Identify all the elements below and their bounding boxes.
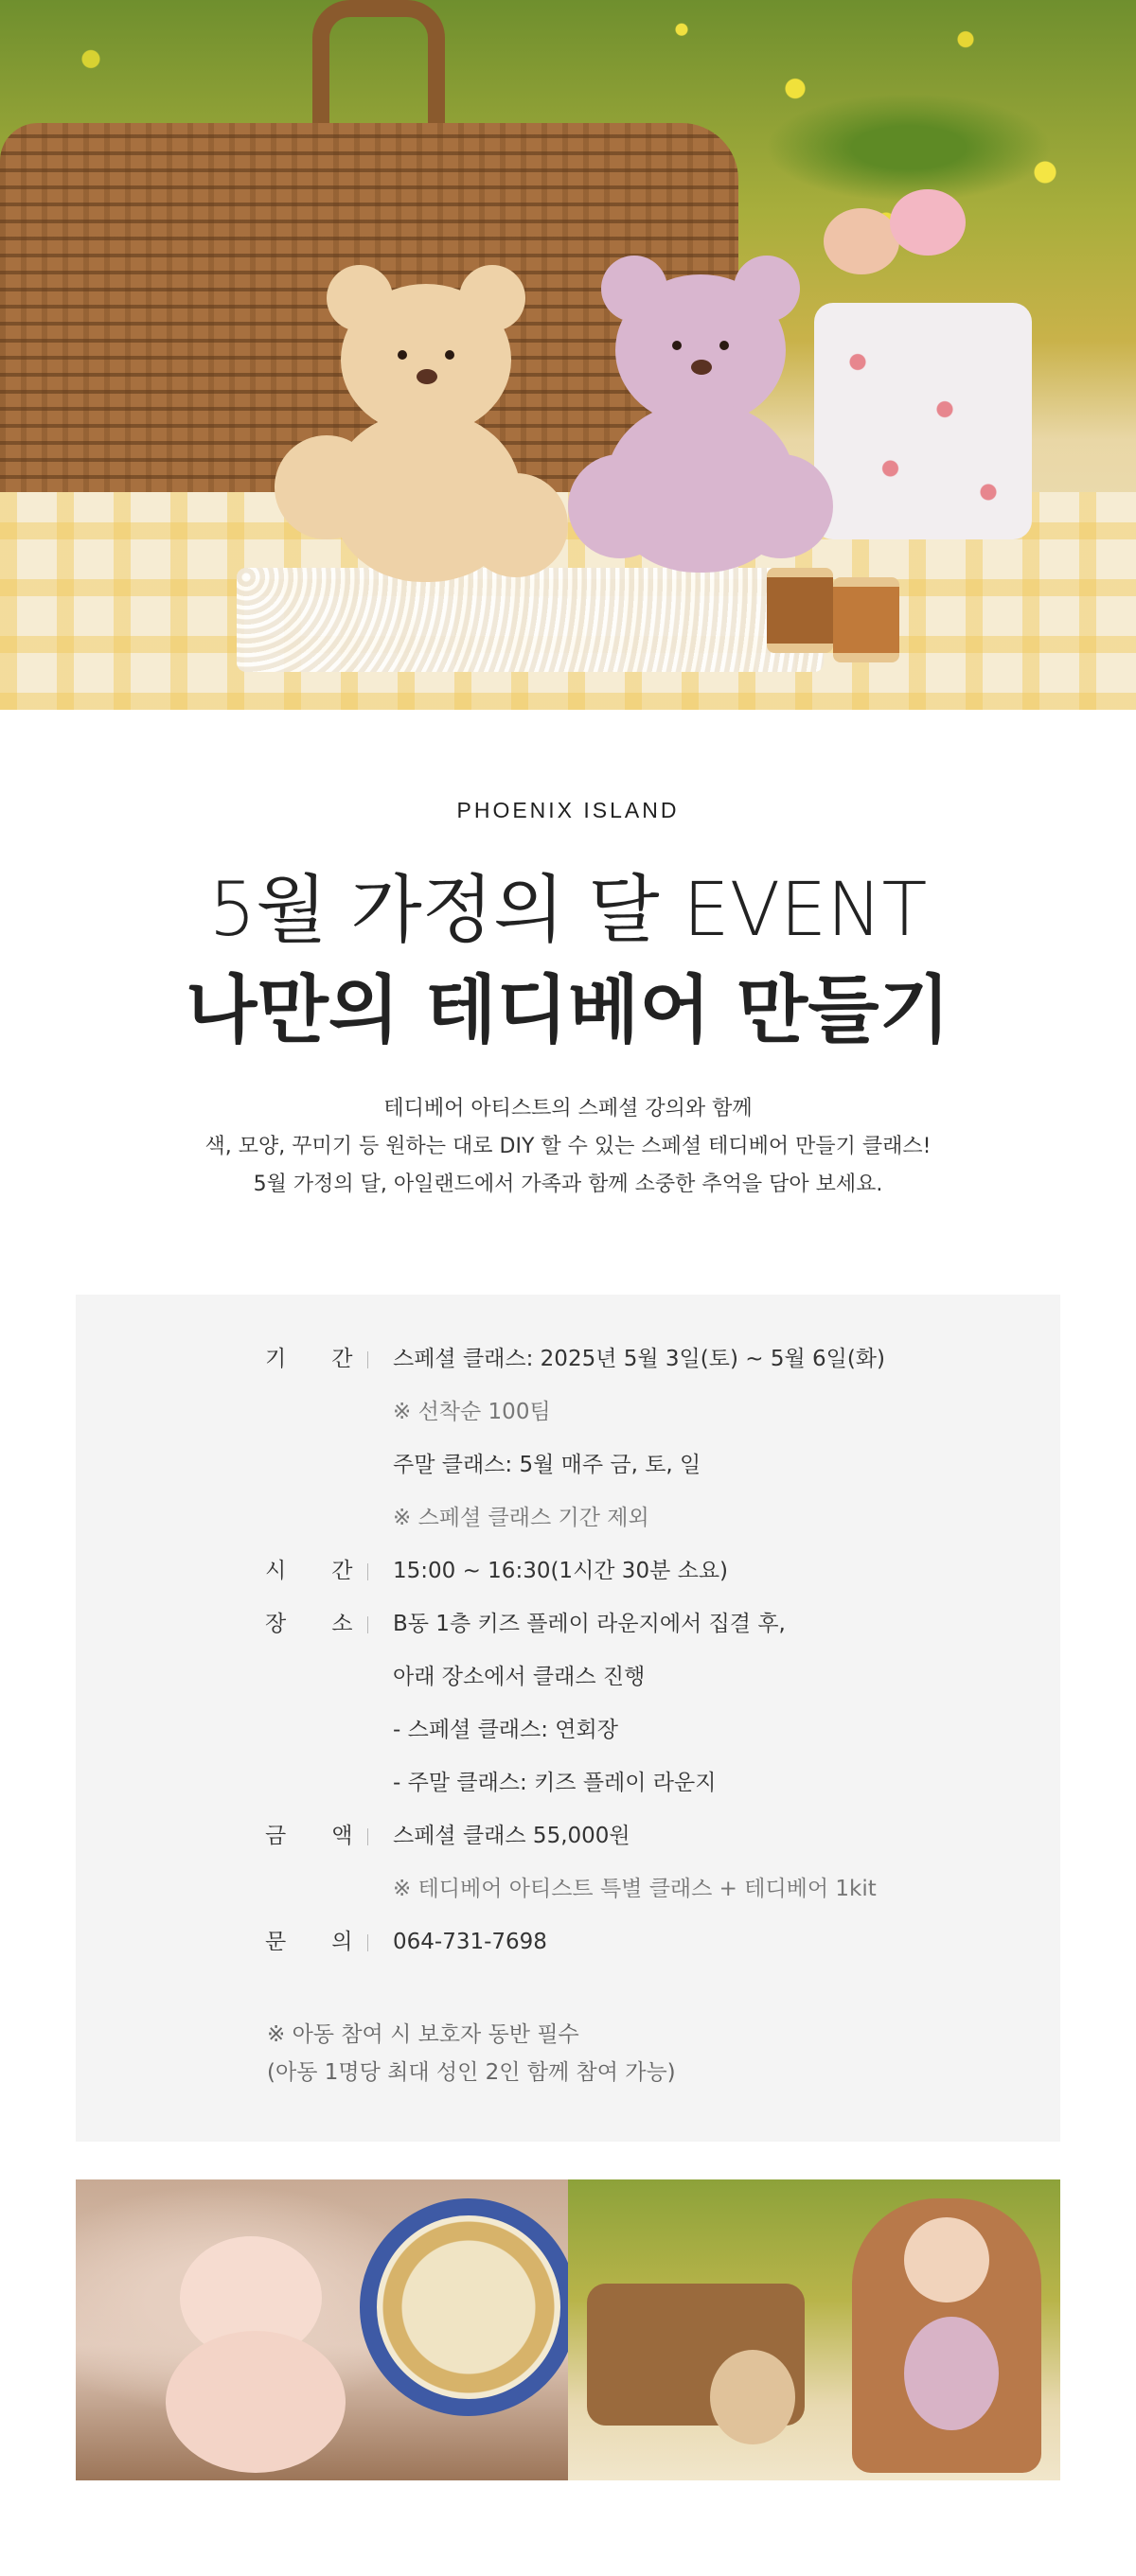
info-value: 스페셜 클래스: 2025년 5월 3일(토) ~ 5월 6일(화) — [393, 1347, 885, 1371]
teddy-bear-beige — [275, 246, 577, 606]
intro-line: 테디베어 아티스트의 스페셜 강의와 함께 — [383, 1097, 753, 1120]
info-value: B동 1층 키즈 플레이 라운지에서 집결 후, — [393, 1612, 786, 1636]
info-separator — [367, 1563, 368, 1580]
teddy-bear-pink — [549, 237, 852, 596]
info-note: ※ 선착순 100팀 — [393, 1400, 551, 1424]
guardian-notes — [267, 2016, 676, 2091]
intro-text — [0, 1090, 1136, 1204]
info-label-char: 간 — [331, 1559, 353, 1583]
thread-spool — [767, 568, 833, 653]
info-label-char: 간 — [331, 1347, 353, 1371]
info-row — [189, 1756, 947, 1809]
info-separator — [367, 1616, 368, 1633]
info-row — [189, 1491, 947, 1544]
intro-line: 5월 가정의 달, 아일랜드에서 가족과 함께 소중한 추억을 담아 보세요. — [253, 1173, 883, 1196]
info-row — [189, 1597, 947, 1650]
event-info-list — [189, 1332, 947, 1968]
info-label-char: 의 — [331, 1930, 353, 1954]
info-label — [265, 1809, 360, 1862]
info-label-char: 문 — [265, 1930, 287, 1954]
event-subtitle: 나만의 테디베어 만들기 — [186, 968, 950, 1053]
info-note: ※ 스페셜 클래스 기간 제외 — [393, 1506, 649, 1530]
photo-child-with-bear — [568, 2179, 1060, 2480]
info-separator — [367, 1828, 368, 1845]
brand-name: PHOENIX ISLAND — [456, 798, 680, 822]
event-title: 5월 가정의 달 EVENT — [208, 868, 928, 953]
thread-spool-2 — [833, 577, 899, 662]
info-value: 주말 클래스: 5월 매주 금, 토, 일 — [393, 1453, 701, 1477]
info-row — [189, 1809, 947, 1862]
info-label-char: 소 — [331, 1612, 353, 1636]
info-label-char: 액 — [331, 1824, 353, 1848]
info-value: 064-731-7698 — [393, 1930, 547, 1954]
info-separator — [367, 1351, 368, 1368]
info-row — [189, 1862, 947, 1915]
info-row — [189, 1703, 947, 1756]
info-label-char: 장 — [265, 1612, 287, 1636]
note-line: (아동 1명당 최대 성인 2인 함께 참여 가능) — [267, 2060, 676, 2085]
info-value: 15:00 ~ 16:30(1시간 30분 소요) — [393, 1559, 729, 1583]
info-label-char: 시 — [265, 1559, 287, 1583]
info-row — [189, 1385, 947, 1438]
info-value: - 주말 클래스: 키즈 플레이 라운지 — [393, 1771, 717, 1795]
info-value: 스페셜 클래스 55,000원 — [393, 1824, 630, 1848]
info-label-char: 금 — [265, 1824, 287, 1848]
info-row — [189, 1438, 947, 1491]
hero-image — [0, 0, 1136, 710]
child-face — [904, 2217, 989, 2303]
decorative-plate — [360, 2198, 568, 2416]
info-label — [265, 1597, 360, 1650]
info-value: 아래 장소에서 클래스 진행 — [393, 1665, 646, 1689]
info-note: ※ 테디베어 아티스트 특별 클래스 + 테디베어 1kit — [393, 1877, 877, 1901]
info-label — [265, 1544, 360, 1597]
info-separator — [367, 1934, 368, 1951]
info-row — [189, 1332, 947, 1385]
note-line: ※ 아동 참여 시 보호자 동반 필수 — [267, 2022, 579, 2047]
pink-teddy — [904, 2317, 999, 2430]
info-label-char: 기 — [265, 1347, 287, 1371]
info-row — [189, 1915, 947, 1968]
info-value: - 스페셜 클래스: 연회장 — [393, 1718, 618, 1742]
photo-teddy-bear-table — [76, 2179, 568, 2480]
intro-line: 색, 모양, 꾸미기 등 원하는 대로 DIY 할 수 있는 스페셜 테디베어 만들기 클래스! — [204, 1135, 932, 1158]
info-row — [189, 1544, 947, 1597]
info-label — [265, 1915, 360, 1968]
info-row — [189, 1650, 947, 1703]
info-label — [265, 1332, 360, 1385]
bear-body — [166, 2331, 346, 2473]
flower-bouquet-2 — [890, 189, 966, 256]
mini-teddy — [710, 2350, 795, 2444]
